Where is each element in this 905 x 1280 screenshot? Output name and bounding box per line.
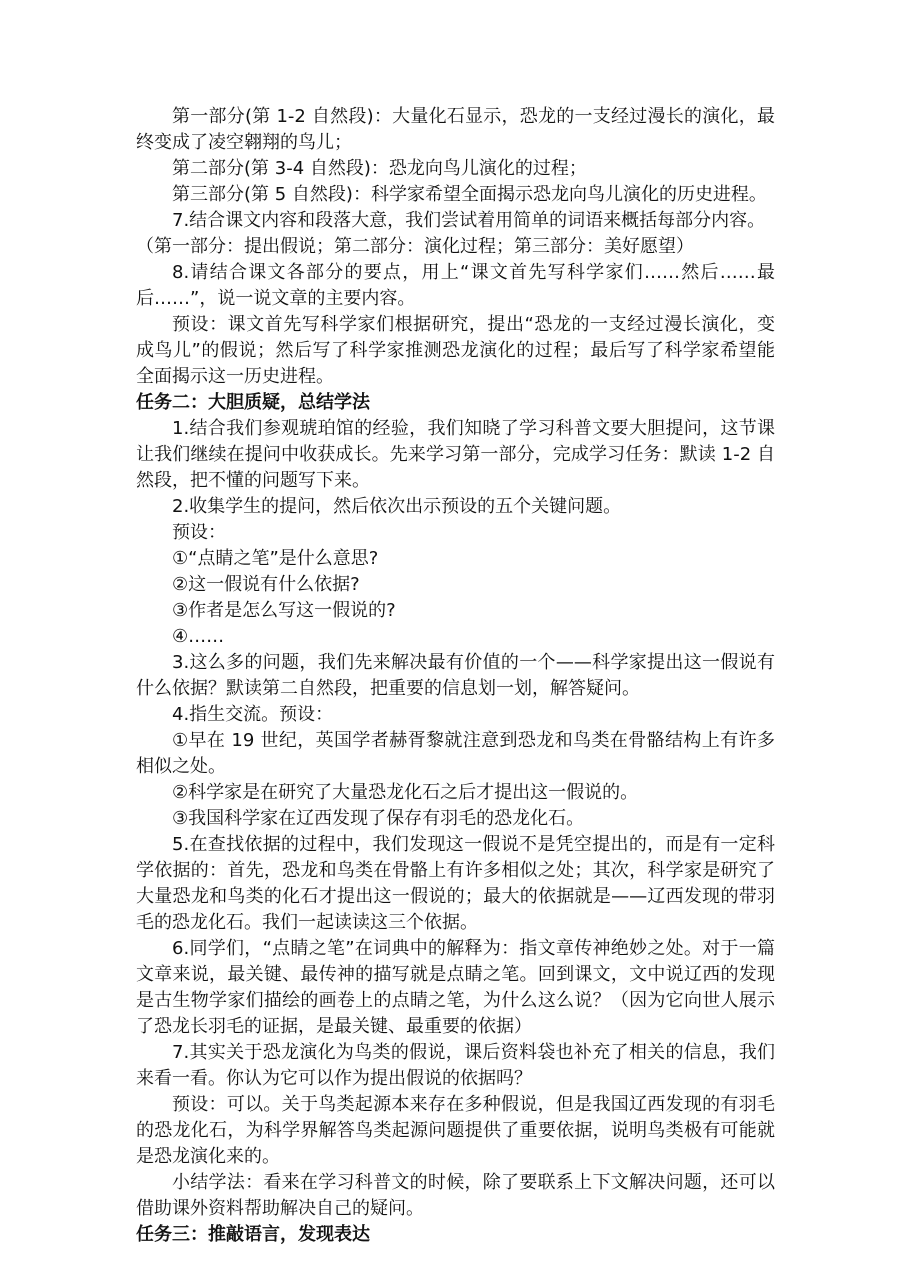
paragraph-task2-step-6: 6.同学们，“点睛之笔”在词典中的解释为：指文章传神绝妙之处。对于一篇文章来说，最关键、最传神的描写就是点睛之笔。回到课文，文中说辽西的发现是古生物学家们描绘的画卷上的点睛之笔，为什么这么说？（因为它向世人展示了恐龙长羽毛的证据，是最关键、最重要的依据） [136,938,775,1037]
task-two-heading: 任务二：大胆质疑，总结学法 [136,392,370,413]
paragraph-preset-label: 预设： [172,522,226,543]
paragraph-step-8: 8.请结合课文各部分的要点，用上“课文首先写科学家们……然后……最后……”，说一说文章的主要内容。 [136,262,775,309]
paragraph-summary-words: （第一部分：提出假说；第二部分：演化过程；第三部分：美好愿望） [136,236,694,257]
paragraph-part-two: 第二部分(第 3-4 自然段)：恐龙向鸟儿演化的过程； [172,158,587,179]
paragraph-task2-step-5: 5.在查找依据的过程中，我们发现这一假说不是凭空提出的，而是有一定科学依据的：首先，恐龙和鸟类在骨骼上有许多相似之处；其次，科学家是研究了大量恐龙和鸟类的化石才提出这一假说的；最大的依据就是——辽西发现的带羽毛的恐龙化石。我们一起读读这三个依据。 [136,834,775,933]
question-item-3: ③作者是怎么写这一假说的? [172,600,396,621]
paragraph-task2-step-1: 1.结合我们参观琥珀馆的经验，我们知晓了学习科普文要大胆提问，这节课让我们继续在提问中收获成长。先来学习第一部分，完成学习任务：默读 1-2 自然段，把不懂的问题写下来。 [136,418,775,491]
paragraph-part-three: 第三部分(第 5 自然段)：科学家希望全面揭示恐龙向鸟儿演化的历史进程。 [172,184,767,205]
question-item-2: ②这一假说有什么依据? [172,574,360,595]
question-item-4: ④…… [172,626,225,647]
paragraph-preset-main-content: 预设：课文首先写科学家们根据研究，提出“恐龙的一支经过漫长演化，变成鸟儿”的假说；然后写了科学家推测恐龙演化的过程；最后写了科学家希望能全面揭示这一历史进程。 [136,314,775,387]
paragraph-task2-step-2: 2.收集学生的提问，然后依次出示预设的五个关键问题。 [172,496,622,517]
paragraph-task2-step-7: 7.其实关于恐龙演化为鸟类的假说，课后资料袋也补充了相关的信息，我们来看一看。你认为它可以作为提出假说的依据吗？ [136,1042,775,1089]
paragraph-part-one: 第一部分(第 1-2 自然段)：大量化石显示，恐龙的一支经过漫长的演化，最终变成了凌空翱翔的鸟儿； [136,106,775,153]
question-item-1: ①“点睛之笔”是什么意思? [172,548,379,569]
paragraph-task2-step-4: 4.指生交流。预设： [172,704,334,725]
paragraph-preset-answer: 预设：可以。关于鸟类起源本来存在多种假说，但是我国辽西发现的有羽毛的恐龙化石，为科学界解答鸟类起源问题提供了重要依据，说明鸟类极有可能就是恐龙演化来的。 [136,1094,775,1167]
paragraph-task2-step-3: 3.这么多的问题，我们先来解决最有价值的一个——科学家提出这一假说有什么依据？默读第二自然段，把重要的信息划一划，解答疑问。 [136,652,775,699]
paragraph-method-summary: 小结学法：看来在学习科普文的时候，除了要联系上下文解决问题，还可以借助课外资料帮助解决自己的疑问。 [136,1172,775,1219]
evidence-item-2: ②科学家是在研究了大量恐龙化石之后才提出这一假说的。 [172,782,639,803]
evidence-item-3: ③我国科学家在辽西发现了保存有羽毛的恐龙化石。 [172,808,585,829]
paragraph-step-7: 7.结合课文内容和段落大意，我们尝试着用简单的词语来概括每部分内容。 [172,210,766,231]
evidence-item-1: ①早在 19 世纪，英国学者赫胥黎就注意到恐龙和鸟类在骨骼结构上有许多相似之处。 [136,730,775,777]
task-three-heading: 任务三：推敲语言，发现表达 [136,1224,370,1245]
